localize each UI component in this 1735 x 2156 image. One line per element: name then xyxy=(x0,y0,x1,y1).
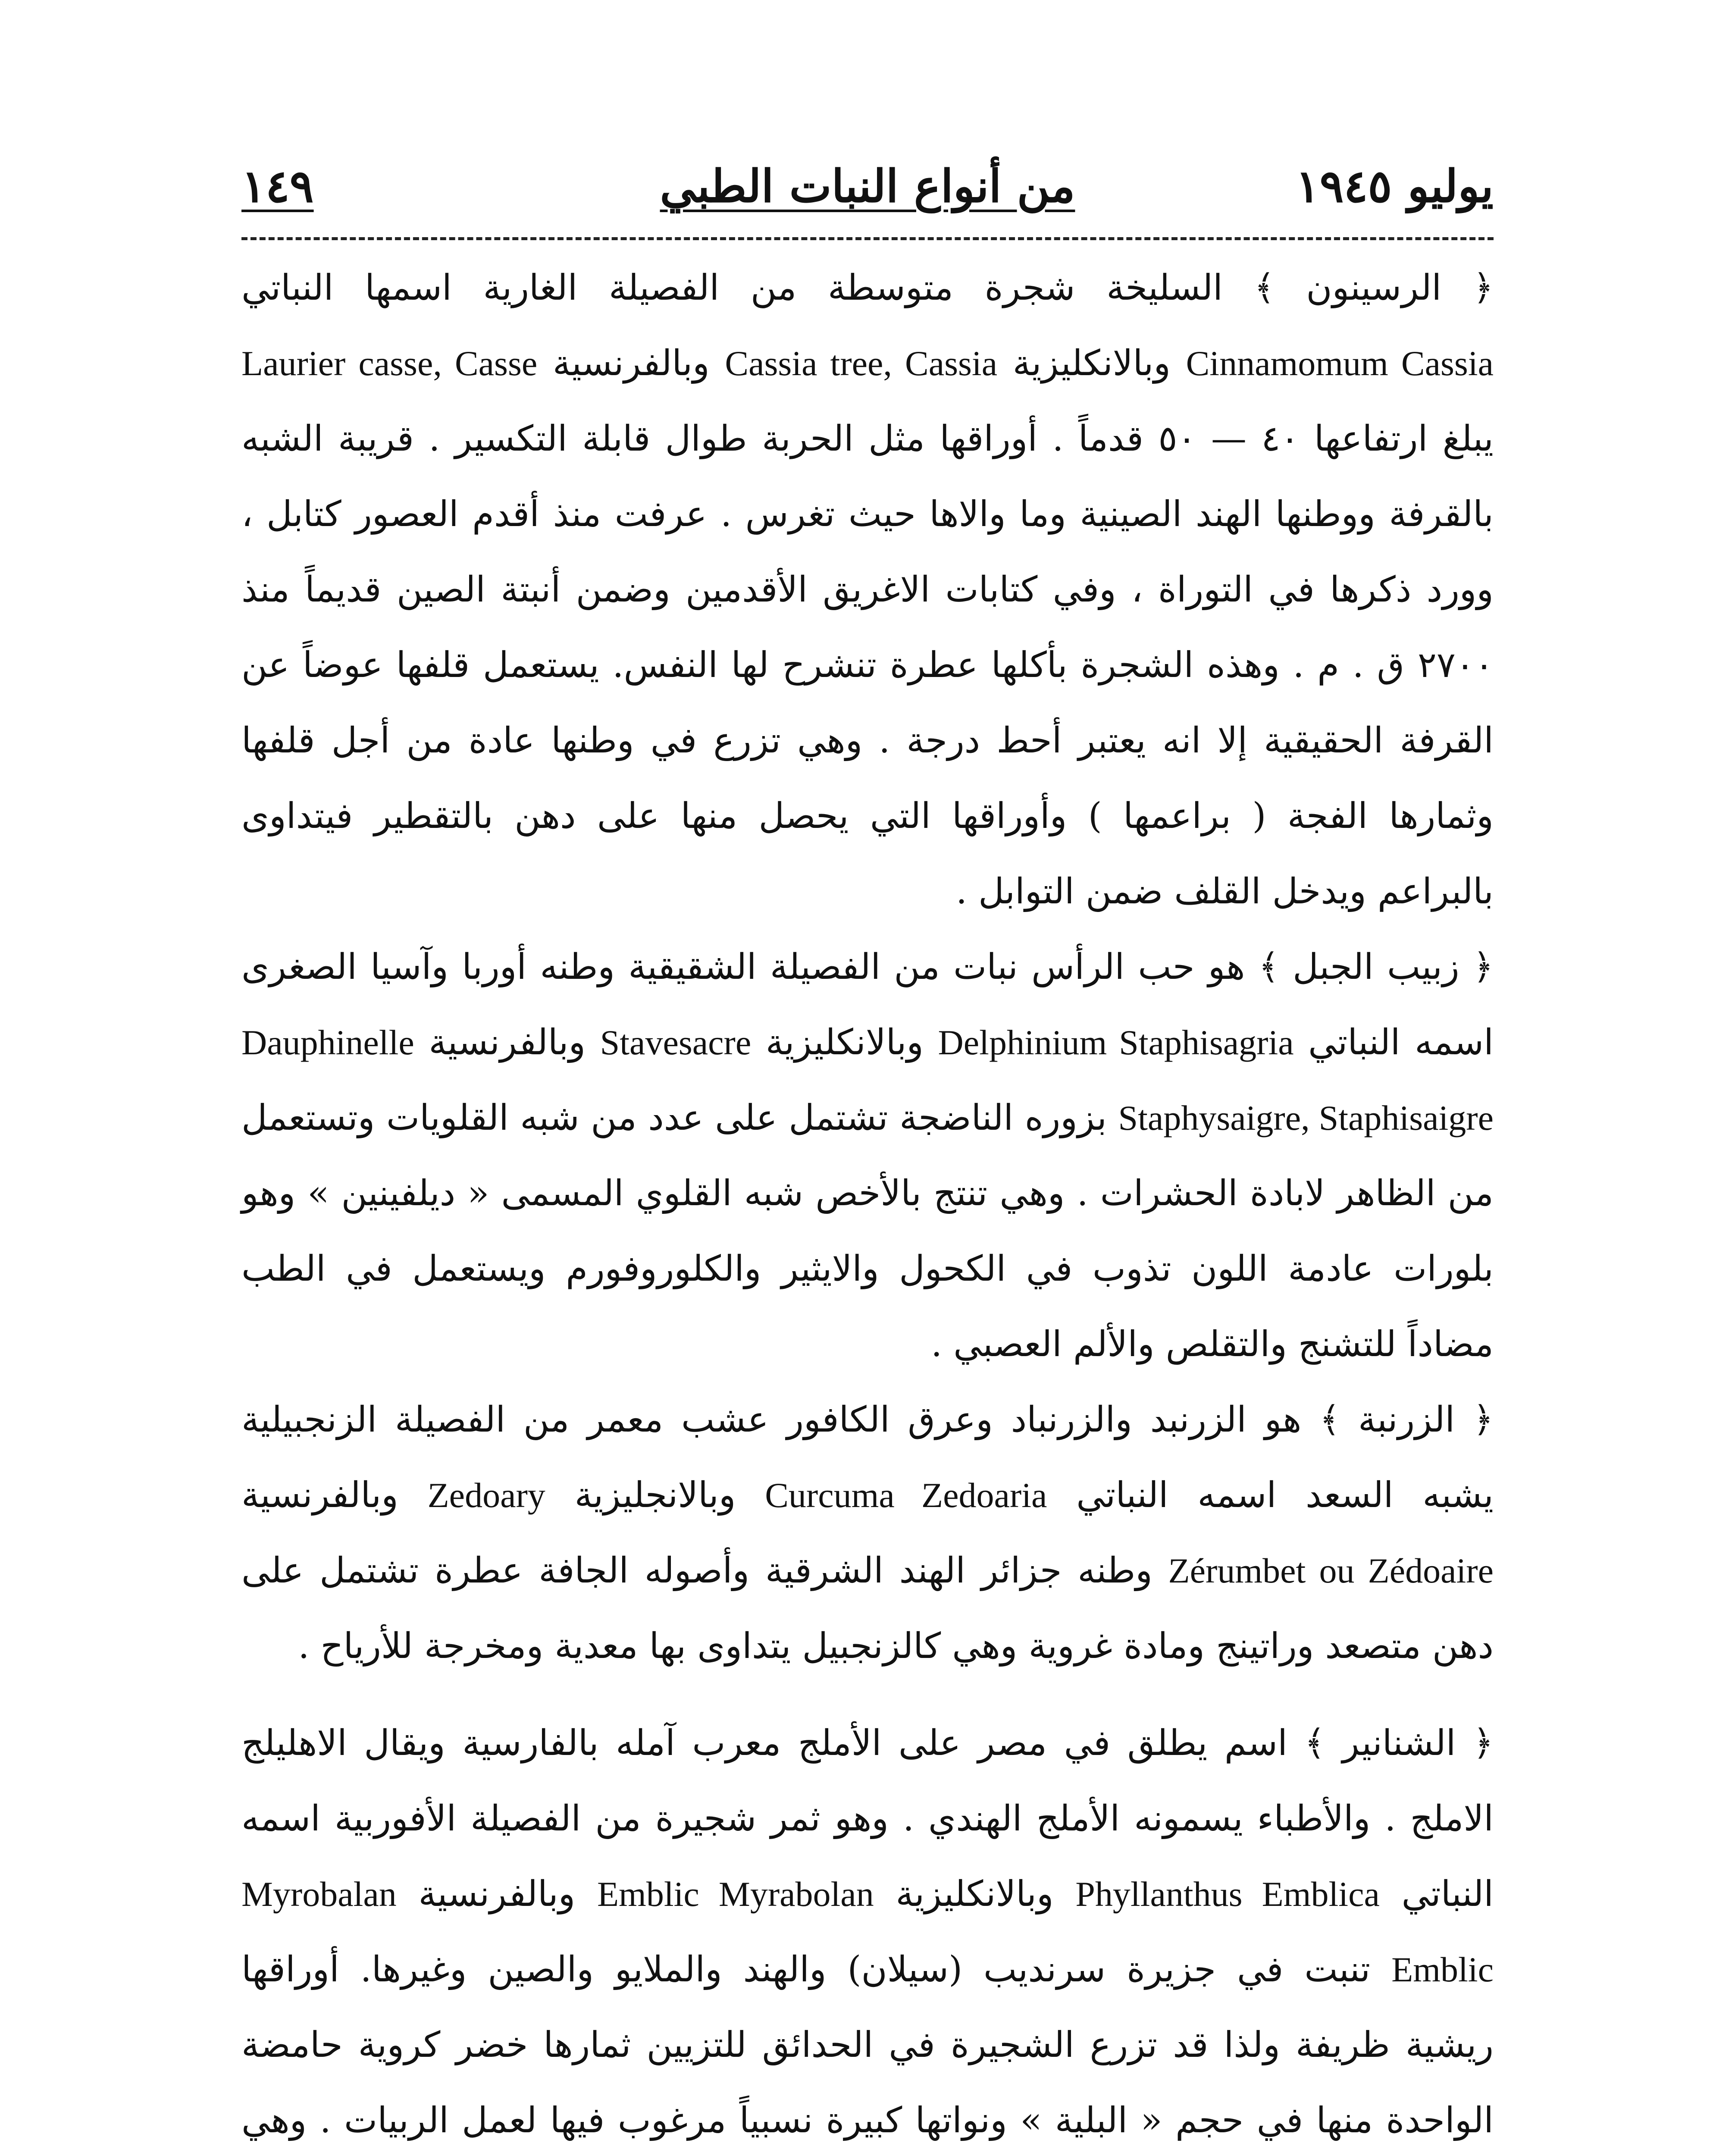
entry-emblic-description: تنبت في جزيرة سرنديب (سيلان) والهند والملايو والصين وغيرها. أوراقها ريشية ظريفة ولذا قد تزرع الشجيرة في الحدائق للتزيين ثمارها خضر كروية حامضة الواحدة منها في حجم « البلية » ونواتها كبيرة نسبياً مرغوب فيها لعمل الربيات . وهي xyxy=(241,1949,1494,2141)
entry-emblic xyxy=(241,1705,1494,2156)
english-name: Emblic Myrabolan xyxy=(597,1874,874,1914)
entry-cassia xyxy=(241,250,1494,929)
english-name: Zedoary xyxy=(427,1476,545,1515)
latin-name: Phyllanthus Emblica xyxy=(1075,1874,1380,1914)
english-label: وبالانجليزية xyxy=(574,1475,736,1516)
entry-cassia-description: يبلغ ارتفاعها ٤٠ — ٥٠ قدماً . أوراقها مثل الحربة طوال قابلة التكسير . قريبة الشبه بالقرفة ووطنها الهند الصينية وما والاها حيث تغرس . عرفت منذ أقدم العصور كتابل ، وورد ذكرها في التوراة ، وفي كتابات الاغريق الأقدمين وضمن أنبتة الصين قديماً منذ ٢٧٠٠ ق . م . وهذه الشجرة بأكلها عطرة تنشرح لها النفس. يستعمل قلفها عوضاً عن القرفة الحقيقية إلا انه يعتبر أحط درجة . وهي تزرع في وطنها عادة من أجل قلفها وثمارها الفجة ( براعمها ) وأوراقها التي يحصل منها على دهن بالتقطير فيتداوى بالبراعم ويدخل القلف ضمن التوابل . xyxy=(241,418,1494,912)
french-label: وبالفرنسية xyxy=(429,1022,586,1063)
latin-name: Delphinium Staphisagria xyxy=(938,1023,1294,1062)
entry-stavesacre xyxy=(241,929,1494,1382)
article-body xyxy=(241,250,1494,2156)
english-name: Stavesacre xyxy=(600,1023,752,1062)
french-name: Dauphinelle Staphysaigre, Staphisaigre xyxy=(241,1023,1494,1138)
english-label: وبالانكليزية xyxy=(765,1022,924,1063)
french-name: Laurier casse, Casse xyxy=(241,344,538,383)
header-rule xyxy=(241,237,1494,240)
french-label: وبالفرنسية xyxy=(552,343,710,384)
header-date: يوليو ١٩٤٥ xyxy=(1295,160,1494,213)
entry-zedoary-description: وطنه جزائر الهند الشرقية وأصوله الجافة عطرة تشتمل على دهن متصعد وراتينج ومادة غروية وهي كالزنجبيل يتداوى بها معدية ومخرجة للأرياح . xyxy=(241,1550,1494,1667)
french-label: وبالفرنسية xyxy=(241,1475,398,1516)
header-title: من أنواع النبات الطبي xyxy=(660,160,1075,213)
page-header xyxy=(241,142,1494,224)
latin-name: Curcuma Zedoaria xyxy=(765,1476,1047,1515)
page-number: ١٤٩ xyxy=(241,160,314,213)
english-label: وبالانكليزية xyxy=(896,1874,1054,1915)
latin-name: Cinnamomum Cassia xyxy=(1186,344,1494,383)
english-name: Cassia tree, Cassia xyxy=(725,344,998,383)
english-label: وبالانكليزية xyxy=(1012,343,1171,384)
entry-zedoary xyxy=(241,1382,1494,1684)
french-name: Myrobalan Emblic xyxy=(241,1874,1494,1989)
french-label: وبالفرنسية xyxy=(418,1874,576,1915)
entry-zedoary-intro: ﴿ الزرنبة ﴾ هو الزرنبد والزرنباد وعرق الكافور عشب معمر من الفصيلة الزنجبيلية يشبه السعد اسمه النباتي xyxy=(241,1399,1494,1516)
paragraph-gap xyxy=(241,1684,1494,1705)
french-name: Zérumbet ou Zédoaire xyxy=(1168,1551,1494,1590)
entry-emblic-intro: ﴿ الشنانير ﴾ اسم يطلق في مصر على الأملج معرب آمله بالفارسية ويقال الاهليلج الاملج . والأطباء يسمونه الأملج الهندي . وهو ثمر شجيرة من الفصيلة الأفوربية اسمه النباتي xyxy=(241,1723,1494,1915)
entry-stavesacre-intro: ﴿ زبيب الجبل ﴾ هو حب الرأس نبات من الفصيلة الشقيقية وطنه أوربا وآسيا الصغرى اسمه النباتي xyxy=(241,946,1494,1063)
entry-stavesacre-description: بزوره الناضجة تشتمل على عدد من شبه القلويات وتستعمل من الظاهر لابادة الحشرات . وهي تنتج بالأخص شبه القلوي المسمى « ديلفينين » وهو بلورات عادمة اللون تذوب في الكحول والايثير والكلوروفورم ويستعمل في الطب مضاداً للتشنج والتقلص والألم العصبي . xyxy=(241,1097,1494,1365)
entry-cassia-intro: ﴿ الرسينون ﴾ السليخة شجرة متوسطة من الفصيلة الغارية اسمها النباتي xyxy=(241,267,1494,308)
